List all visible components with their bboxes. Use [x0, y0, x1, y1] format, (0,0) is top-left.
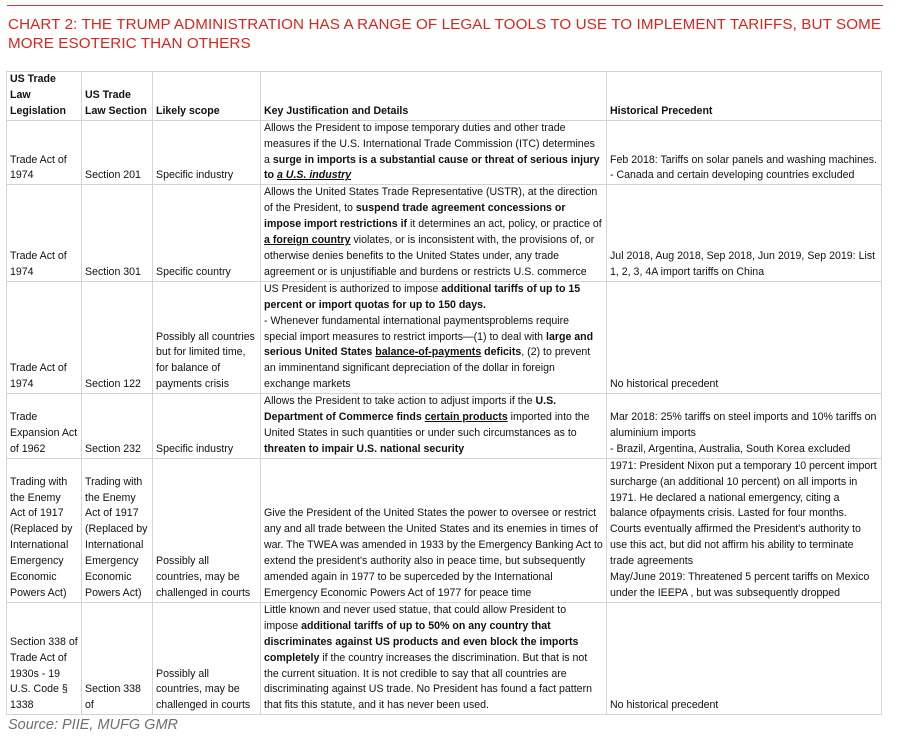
justification-cell	[261, 281, 607, 393]
justification-text: Give the President of the United States the power to oversee or restrict any and all trade between the United States and its enemies in times of war. The TWEA was amended in 1933 by the Emergency Banking Act to extend the president's authority also in peace time, but subsequently amended again in 1977 to be superceded by the International Emergency Economic Powers Act of 1977 for peace time	[264, 507, 603, 599]
title-rule	[7, 5, 883, 6]
justification-text: it determines an act, policy, or practice of	[407, 218, 602, 231]
justification-text: imported into the United States in such quantities or under such circumstances as to	[264, 411, 590, 439]
table-header-row	[7, 72, 882, 121]
header-section: US Trade Law Section	[82, 72, 153, 121]
precedent-line: Feb 2018: Tariffs on solar panels and washing machines.	[610, 153, 877, 166]
justification-text: a foreign country	[264, 234, 351, 247]
scope-cell: Possibly all countries, may be challenged in courts	[153, 458, 261, 602]
legislation-cell: Trade Act of 1974	[7, 185, 82, 281]
scope-cell: Specific industry	[153, 394, 261, 459]
justification-cell	[261, 602, 607, 714]
justification-text: US President is authorized to impose	[264, 282, 442, 295]
legislation-cell: Trade Expansion Act of 1962	[7, 394, 82, 459]
section-cell: Section 201	[82, 120, 153, 185]
scope-cell: Possibly all countries but for limited time, for balance of payments crisis	[153, 281, 261, 393]
section-cell: Section 232	[82, 394, 153, 459]
justification-text: threaten to impair U.S. national security	[264, 442, 465, 455]
table-row	[7, 120, 882, 185]
header-justification: Key Justification and Details	[261, 72, 607, 121]
table-row	[7, 458, 882, 602]
justification-text: certain products	[424, 411, 508, 424]
justification-cell	[261, 120, 607, 185]
legal-tools-table	[6, 71, 882, 715]
scope-cell: Specific country	[153, 185, 261, 281]
precedent-cell	[607, 120, 882, 185]
legislation-cell: Trade Act of 1974	[7, 120, 82, 185]
justification-text: a U.S. industry	[276, 169, 352, 182]
table-row	[7, 281, 882, 393]
table-row	[7, 394, 882, 459]
precedent-line: 1971: President Nixon put a temporary 10 percent import surcharge (an additional 10 percent) on all imports in 1971. He declared a national emergency, citing a balance ofpayments crisis. Lasted for four months. Courts eventually affirmed the President's authority to use this act, but did not affirm his ability to terminate trade agreements	[610, 459, 877, 568]
justification-text: U.S. Department of Commerce finds	[264, 395, 557, 424]
precedent-line: Jul 2018, Aug 2018, Sep 2018, Jun 2019, Sep 2019: List 1, 2, 3, 4A import tariffs on China	[610, 249, 876, 278]
justification-text: Allows the President to take action to adjust imports if the	[264, 395, 536, 408]
section-cell: Section 122	[82, 281, 153, 393]
precedent-cell	[607, 458, 882, 602]
header-precedent: Historical Precedent	[607, 72, 882, 121]
section-cell: Trading with the Enemy Act of 1917 (Replaced by International Emergency Economic Powers Act)	[82, 458, 153, 602]
legislation-cell: Trading with the Enemy Act of 1917 (Replaced by International Emergency Economic Powers Act)	[7, 458, 82, 602]
scope-cell: Possibly all countries, may be challenged in courts	[153, 602, 261, 714]
precedent-line: No historical precedent	[610, 378, 719, 391]
precedent-cell	[607, 185, 882, 281]
table-row	[7, 185, 882, 281]
precedent-line: No historical precedent	[610, 699, 719, 712]
source-note: Source: PIIE, MUFG GMR	[8, 717, 178, 733]
header-scope: Likely scope	[153, 72, 261, 121]
justification-text: additional tariffs of up to 15 percent or import quotas for up to 150 days.	[264, 282, 581, 311]
justification-text: large and serious United States	[264, 330, 594, 359]
justification-text: deficits	[481, 346, 522, 359]
justification-cell	[261, 394, 607, 459]
justification-cell	[261, 185, 607, 281]
justification-text: - Whenever fundamental international paymentsproblems require special import measures to restrict imports—(1) to deal with	[264, 314, 570, 343]
section-cell: Section 338 of	[82, 602, 153, 714]
precedent-line: Mar 2018: 25% tariffs on steel imports and 10% tariffs on aluminium imports	[610, 411, 877, 439]
table-row	[7, 602, 882, 714]
header-legislation: US Trade Law Legislation	[7, 72, 82, 121]
precedent-line: May/June 2019: Threatened 5 percent tariffs on Mexico under the IEEPA , but was subsequently dropped	[610, 571, 870, 599]
justification-text: if the country increases the discrimination. But that is not the current situation. It is not credible to say that all countries are discriminating against US trade. No President has found a fact pattern that fits this statute, and it has never been used.	[264, 651, 592, 712]
justification-text: suspend trade agreement concessions or impose import restrictions if	[264, 202, 566, 231]
precedent-cell	[607, 281, 882, 393]
legislation-cell: Section 338 of Trade Act of 1930s - 19 U.S. Code § 1338	[7, 602, 82, 714]
precedent-cell	[607, 602, 882, 714]
precedent-line: - Canada and certain developing countries excluded	[610, 169, 855, 182]
justification-text: Little known and never used statue, that could allow President to impose	[264, 603, 567, 632]
precedent-cell	[607, 394, 882, 459]
legislation-cell: Trade Act of 1974	[7, 281, 82, 393]
justification-text: Allows the President to impose temporary duties and other trade measures if the U.S. International Trade Commission (ITC) determines a	[264, 121, 595, 166]
precedent-line: - Brazil, Argentina, Australia, South Korea excluded	[610, 442, 851, 455]
justification-text: , (2) to prevent an imminentand significant depreciation of the dollar in foreign exchange markets	[264, 346, 591, 391]
justification-text: additional tariffs of up to 50% on any country that discriminates against US products and even block the imports completely	[264, 619, 579, 664]
section-cell: Section 301	[82, 185, 153, 281]
justification-text: violates, or is inconsistent with, the provisions of, or otherwise denies benefits to the United States under, any trade agreement or is unjustifiable and burdens or restricts U.S. commerce	[264, 234, 595, 278]
scope-cell: Specific industry	[153, 120, 261, 185]
chart-title: CHART 2: THE TRUMP ADMINISTRATION HAS A RANGE OF LEGAL TOOLS TO USE TO IMPLEMENT TARIFFS, BUT SOME MORE ESOTERIC THAN OTHERS	[8, 16, 882, 52]
justification-text: surge in imports is a substantial cause or threat of serious injury to	[264, 153, 600, 182]
justification-cell	[261, 458, 607, 602]
justification-text: balance-of-payments	[375, 346, 482, 359]
justification-text: Allows the United States Trade Representative (USTR), at the direction of the President, to	[264, 186, 598, 215]
